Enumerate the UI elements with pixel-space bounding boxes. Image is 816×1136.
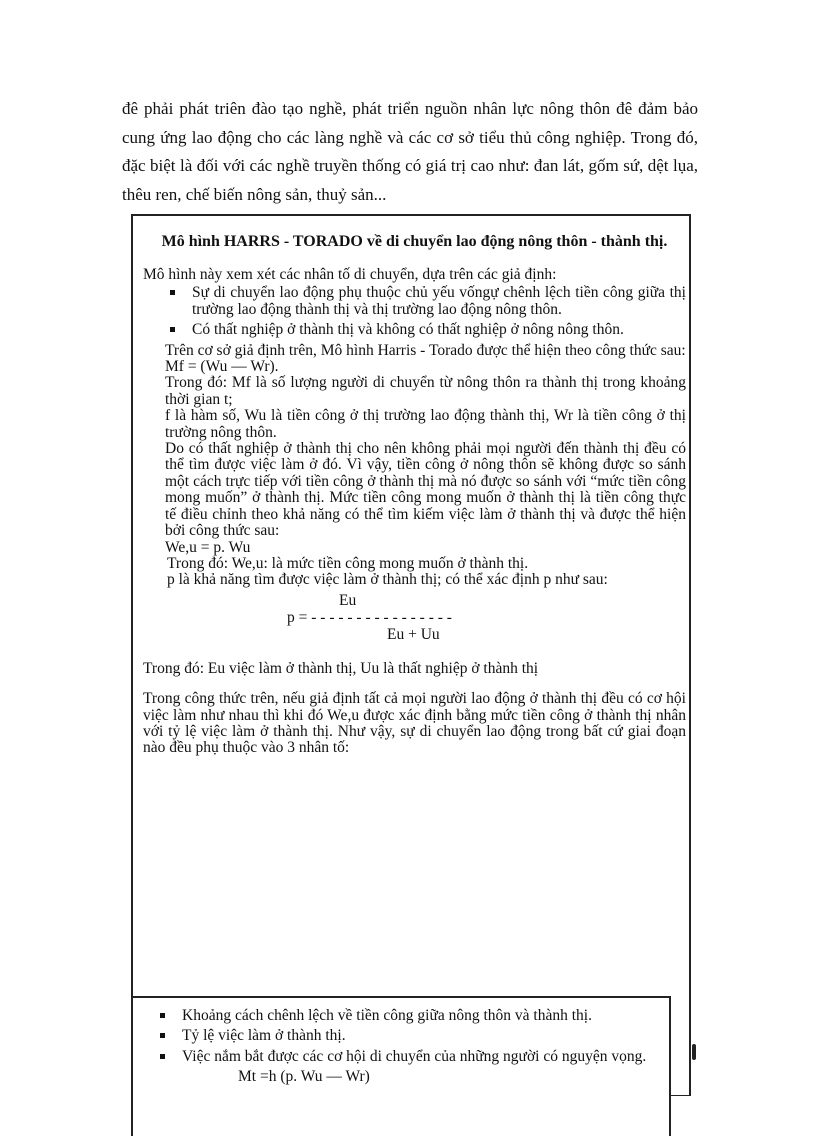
list-item: Việc nắm bắt được các cơ hội di chuyển của những người có nguyện vọng.: [158, 1049, 663, 1065]
factors-box: [131, 996, 671, 1136]
intro-text: đê phải phát triên đào tạo nghề, phát triển nguồn nhân lực nông thôn đê đảm bảo cung ứng lao động cho các làng nghề và các cơ sở tiểu thủ công nghiệp. Trong đó, đặc biệt là đối với các nghề truyền thống có giá trị cao như: đan lát, gốm sứ, dệt lụa, thêu ren, chế biến nông sản, thuỷ sản...: [122, 99, 698, 204]
list-item: Có thất nghiệp ở thành thị và không có thất nghiệp ở nông nông thôn.: [168, 322, 686, 338]
paragraph: p là khả năng tìm được việc làm ở thành thị; có thể xác định p như sau:: [167, 571, 608, 589]
fraction-line: p = - - - - - - - - - - - - - - - -: [287, 608, 452, 626]
paragraph: Trong đó: Mf là số lượng người di chuyển từ nông thôn ra thành thị trong khoảng thời gian t;: [165, 374, 686, 408]
intro-paragraph: [122, 95, 698, 209]
assumption-list: [143, 285, 686, 338]
paragraph: f là hàm số, Wu là tiền công ở thị trường lao động thành thị, Wr là tiền công ở thị trường nông thôn.: [165, 407, 686, 441]
box-content: [143, 233, 686, 757]
paragraph: Do có thất nghiệp ở thành thị cho nên không phải mọi người đến thành thị đều có thể tìm được việc làm ở đó. Vì vậy, tiền công ở nông thôn sẽ không được so sánh một cách trực tiếp với tiền công ở thành thị mà nó được so sánh với “mức tiền công mong muốn” ở thành thị. Mức tiền công mong muốn ở thành thị là tiền công thực tế điều chỉnh theo khả năng có thể tìm kiếm việc làm ở thành thị và được thể hiện bởi công thức sau:: [165, 440, 686, 540]
formula-mf: Mf = (Wu — Wr).: [165, 358, 279, 376]
paragraph: Trong đó: Eu việc làm ở thành thị, Uu là thất nghiệp ở thành thị: [143, 659, 539, 677]
probability-fraction: [143, 593, 686, 645]
paragraph: Trên cơ sở giả định trên, Mô hình Harris - Torado được thể hiện theo công thức sau:: [165, 341, 686, 359]
list-item: Khoảng cách chênh lệch về tiền công giữa nông thôn và thành thị.: [158, 1008, 663, 1024]
factor-list: [133, 1008, 663, 1065]
harris-todaro-box: [131, 214, 691, 1096]
fraction-numerator: Eu: [339, 591, 357, 609]
list-item: Sự di chuyển lao động phụ thuộc chủ yếu vốngự chênh lệch tiền công giữa thị trường lao động thành thị và thị trường lao động nông thôn.: [168, 285, 686, 318]
box-title: Mô hình HARRS - TORADO về di chuyển lao động nông thôn - thành thị.: [161, 233, 668, 250]
box-lead: Mô hình này xem xét các nhân tố di chuyển, dựa trên các giả định:: [143, 266, 557, 283]
paragraph: Trong công thức trên, nếu giả định tất cả mọi người lao động ở thành thị đều có cơ hội việc làm như nhau thì khi đó We,u được xác định bằng mức tiền công ở thành thị nhân với tỷ lệ việc làm ở thành thị. Như vậy, sự di chuyển lao động trong bất cứ giai đoạn nào đều phụ thuộc vào 3 nhân tố:: [143, 690, 686, 757]
factors-content: [133, 1006, 663, 1086]
page-mark: [692, 1044, 696, 1060]
formula-mt: Mt =h (p. Wu — Wr): [238, 1068, 370, 1086]
list-item: Tỷ lệ việc làm ở thành thị.: [158, 1028, 663, 1044]
fraction-denominator: Eu + Uu: [387, 625, 440, 643]
paragraph: Trong đó: We,u: là mức tiền công mong muốn ở thành thị.: [167, 554, 529, 572]
formula-weu: We,u = p. Wu: [165, 538, 251, 556]
